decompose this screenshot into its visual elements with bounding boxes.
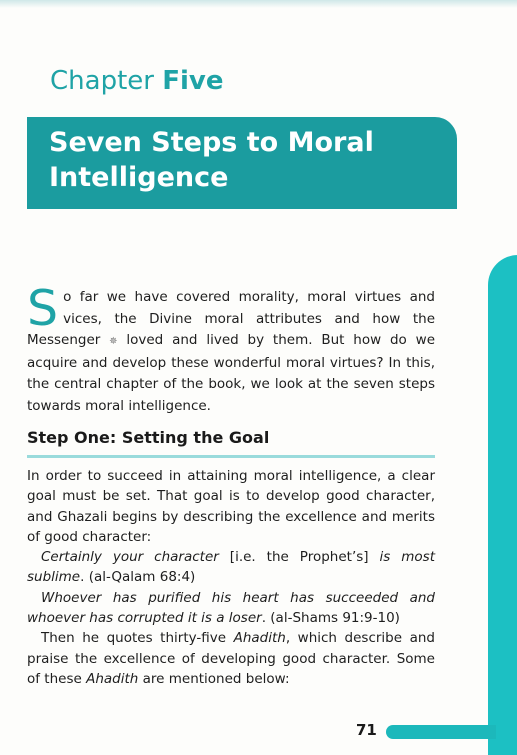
side-thumb-tab <box>488 255 517 755</box>
intro-text-start: o far we have covered morality, moral virtues and vices, the Divine moral attributes and how the Messenger <box>27 289 435 348</box>
page-number: 71 <box>356 721 377 739</box>
para-2-text-a: Then he quotes thirty-five <box>41 630 234 647</box>
chapter-number: Five <box>162 66 224 96</box>
quote-2 <box>27 588 435 629</box>
chapter-title <box>49 125 449 195</box>
para-2-italic-a: Ahadith <box>233 630 286 647</box>
quote-2-italic: Whoever has purified his heart has succeeded and whoever has corrupted it is a loser <box>27 589 435 627</box>
honorific-icon: ✵ <box>109 336 118 347</box>
chapter-title-line-2: Intelligence <box>49 162 229 193</box>
section-heading: Step One: Setting the Goal <box>27 428 435 458</box>
quote-2-normal: . (al-Shams 91:9-10) <box>261 610 400 627</box>
intro-text-end: loved and lived by them. But how do we acquire and develop these wonderful moral virtues? In this, the central chapter of the book, we look at the seven steps towards moral intelligence. <box>27 332 435 414</box>
chapter-prefix: Chapter <box>50 66 154 96</box>
chapter-label <box>50 66 223 96</box>
chapter-title-banner <box>27 117 457 209</box>
section-body <box>27 466 435 689</box>
page-number-bar <box>386 725 496 739</box>
quote-1-italic-a: Certainly your character <box>41 549 219 566</box>
section-paragraph-2 <box>27 628 435 689</box>
quote-1-normal-b: . (al-Qalam 68:4) <box>80 569 196 586</box>
intro-paragraph <box>27 280 435 417</box>
drop-cap: S <box>27 280 59 337</box>
section-paragraph-1: In order to succeed in attaining moral intelligence, a clear goal must be set. That goal is to develop good character, and Ghazali begins by describing the excellence and merits of good character: <box>27 468 435 545</box>
para-2-italic-b: Ahadith <box>86 670 139 687</box>
page-top-edge <box>0 0 517 8</box>
quote-1-normal-a: [i.e. the Prophet’s] <box>218 549 380 566</box>
chapter-title-line-1: Seven Steps to Moral <box>49 127 374 158</box>
para-2-text-c: are mentioned below: <box>138 670 290 687</box>
para-2-text-b: , which describe and praise the excellence of developing good character. Some of these <box>27 630 435 687</box>
quote-1-italic-b: is most sublime <box>27 549 436 586</box>
quote-1 <box>27 547 435 588</box>
